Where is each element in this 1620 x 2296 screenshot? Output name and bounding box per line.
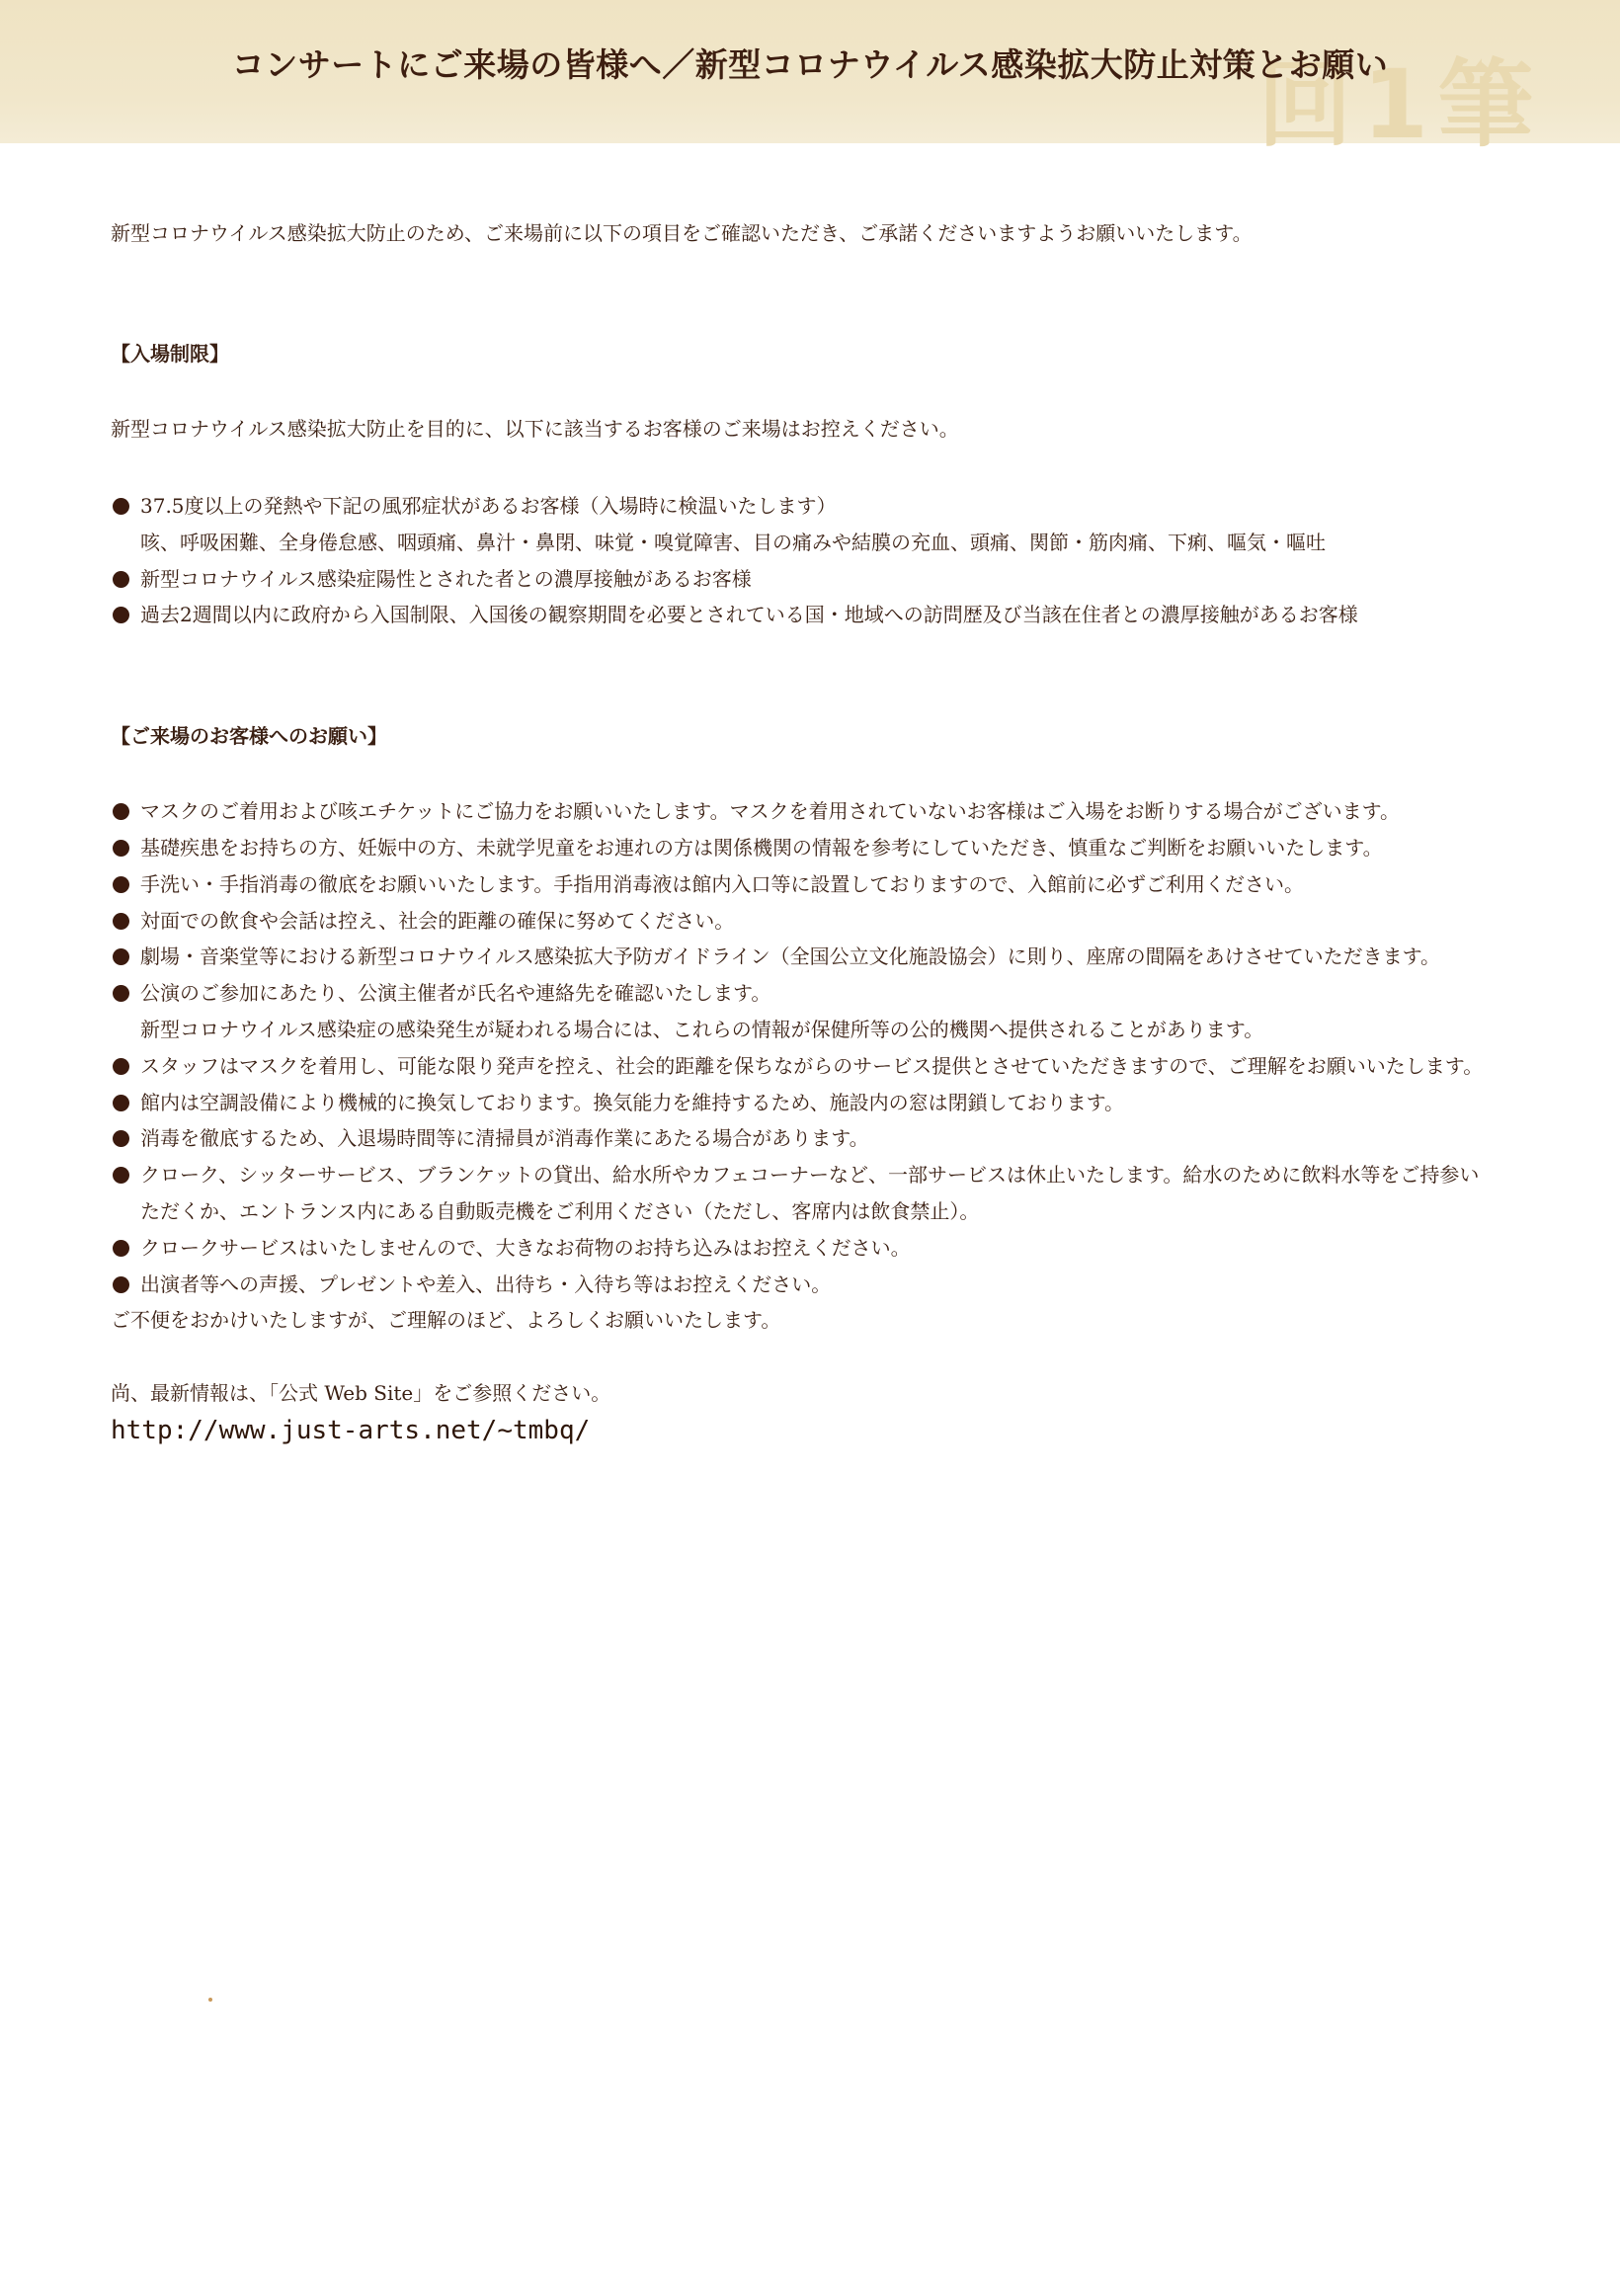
list-item-text: クロークサービスはいたしませんので、大きなお荷物のお持ち込みはお控えください。 bbox=[140, 1235, 911, 1260]
list-item-text: 館内は空調設備により機械的に換気しております。換気能力を維持するため、施設内の窓は閉鎖しております。 bbox=[140, 1090, 1124, 1114]
admission-lead: 新型コロナウイルス感染拡大防止を目的に、以下に該当するお客様のご来場はお控えください。 bbox=[111, 417, 959, 441]
list-item bbox=[111, 1230, 1513, 1267]
list-item bbox=[111, 1085, 1513, 1121]
list-item bbox=[111, 1267, 1513, 1303]
list-item-text: 消毒を徹底するため、入退場時間等に清掃員が消毒作業にあたる場合があります。 bbox=[140, 1126, 869, 1151]
intro-paragraph: 新型コロナウイルス感染拡大防止のため、ご来場前に以下の項目をご確認いただき、ご承諾くださいますようお願いいたします。 bbox=[111, 221, 1253, 245]
list-item bbox=[111, 488, 1513, 561]
website-url[interactable]: http://www.just-arts.net/~tmbq/ bbox=[111, 1416, 591, 1446]
list-item bbox=[111, 830, 1513, 866]
bullet-icon bbox=[113, 1167, 129, 1184]
bullet-icon bbox=[113, 498, 129, 515]
info-note: 尚、最新情報は、「公式 Web Site」をご参照ください。 bbox=[111, 1381, 611, 1406]
bullet-icon bbox=[113, 607, 129, 623]
list-item bbox=[111, 1048, 1513, 1085]
list-item-text: 咳、呼吸困難、全身倦怠感、咽頭痛、鼻汁・鼻閉、味覚・嗅覚障害、目の痛みや結膜の充血、頭痛、関節・筋肉痛、下痢、嘔気・嘔吐 bbox=[140, 530, 1326, 554]
list-item bbox=[111, 903, 1513, 940]
bullet-icon bbox=[113, 1276, 129, 1293]
admission-section bbox=[111, 336, 1513, 633]
admission-heading: 【入場制限】 bbox=[111, 342, 229, 366]
requests-section bbox=[111, 718, 1513, 1302]
list-item-text: 新型コロナウイルス感染症の感染発生が疑われる場合には、これらの情報が保健所等の公的機関へ提供されることがあります。 bbox=[140, 1017, 1264, 1041]
list-item bbox=[111, 1157, 1513, 1230]
requests-heading: 【ご来場のお客様へのお願い】 bbox=[111, 724, 387, 749]
list-item-text: ただくか、エントランス内にある自動販売機をご利用ください（ただし、客席内は飲食禁止）。 bbox=[140, 1198, 980, 1223]
list-item bbox=[111, 597, 1513, 633]
header-decoration: 回1筆 bbox=[1257, 49, 1543, 160]
list-item-text: 出演者等への声援、プレゼントや差入、出待ち・入待ち等はお控えください。 bbox=[140, 1271, 832, 1296]
bullet-icon bbox=[113, 948, 129, 965]
list-item bbox=[111, 793, 1513, 830]
bullet-icon bbox=[113, 876, 129, 893]
print-speck bbox=[208, 1998, 212, 2002]
bullet-icon bbox=[113, 840, 129, 857]
list-item-text: クローク、シッターサービス、ブランケットの貸出、給水所やカフェコーナーなど、一部サービスは休止いたします。給水のために飲料水等をご持参い bbox=[140, 1163, 1480, 1188]
header-band bbox=[0, 0, 1620, 160]
bullet-icon bbox=[113, 1095, 129, 1111]
closing-paragraph: ご不便をおかけいたしますが、ご理解のほど、よろしくお願いいたします。 bbox=[111, 1308, 781, 1333]
list-item bbox=[111, 866, 1513, 903]
list-item-text: 基礎疾患をお持ちの方、妊娠中の方、未就学児童をお連れの方は関係機関の情報を参考にしていただき、慎重なご判断をお願いいたします。 bbox=[140, 835, 1383, 860]
list-item-text: 過去2週間以内に政府から入国制限、入国後の観察期間を必要とされている国・地域への訪問歴及び当該在住者との濃厚接触があるお客様 bbox=[140, 603, 1358, 627]
list-item-text: マスクのご着用および咳エチケットにご協力をお願いいたします。マスクを着用されていないお客様はご入場をお断りする場合がございます。 bbox=[140, 799, 1400, 824]
bullet-icon bbox=[113, 1058, 129, 1075]
list-item-text: 手洗い・手指消毒の徹底をお願いいたします。手指用消毒液は館内入口等に設置しておりますので、入館前に必ずご利用ください。 bbox=[140, 871, 1304, 896]
list-item-text: 新型コロナウイルス感染症陽性とされた者との濃厚接触があるお客様 bbox=[140, 566, 752, 591]
bullet-icon bbox=[113, 803, 129, 820]
list-item-text: 公演のご参加にあたり、公演主催者が氏名や連絡先を確認いたします。 bbox=[140, 981, 771, 1006]
list-item-text: 37.5度以上の発熱や下記の風邪症状があるお客様（入場時に検温いたします） bbox=[140, 494, 837, 518]
document-body bbox=[111, 215, 1513, 1448]
bullet-icon bbox=[113, 1130, 129, 1147]
list-item-text: スタッフはマスクを着用し、可能な限り発声を控え、社会的距離を保ちながらのサービス提供とさせていただきますので、ご理解をお願いいたします。 bbox=[140, 1053, 1484, 1078]
bullet-icon bbox=[113, 1240, 129, 1257]
list-item bbox=[111, 939, 1513, 975]
list-item bbox=[111, 1120, 1513, 1157]
admission-list bbox=[111, 488, 1513, 633]
bullet-icon bbox=[113, 571, 129, 588]
page-title: コンサートにご来場の皆様へ／新型コロナウイルス感染拡大防止対策とお願い bbox=[231, 45, 1389, 84]
list-item bbox=[111, 561, 1513, 598]
bullet-icon bbox=[113, 985, 129, 1002]
requests-list bbox=[111, 793, 1513, 1302]
list-item-text: 対面での飲食や会話は控え、社会的距離の確保に努めてください。 bbox=[140, 908, 735, 933]
list-item bbox=[111, 975, 1513, 1048]
list-item-text: 劇場・音楽堂等における新型コロナウイルス感染拡大予防ガイドライン（全国公立文化施設協会）に則り、座席の間隔をあけさせていただきます。 bbox=[140, 944, 1440, 969]
bullet-icon bbox=[113, 913, 129, 930]
